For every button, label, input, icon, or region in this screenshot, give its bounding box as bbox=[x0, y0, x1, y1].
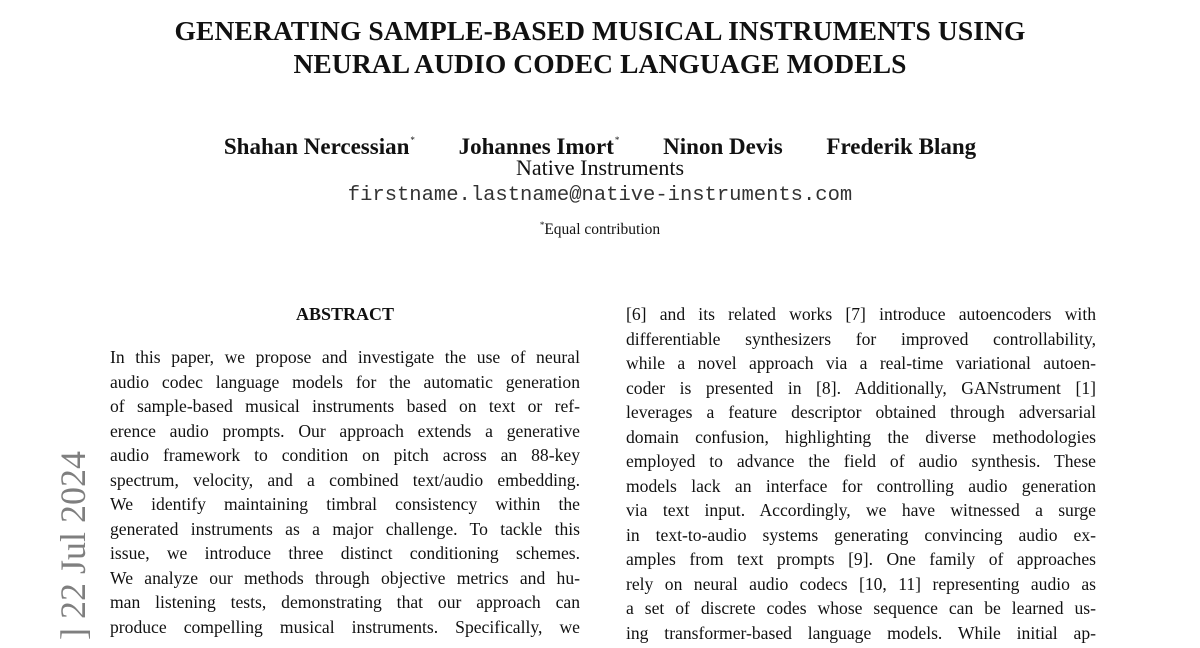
text-line: in text-to-audio systems generating convincing audio ex- bbox=[626, 524, 1096, 545]
abstract-body bbox=[110, 345, 580, 639]
text-line: audio codec language models for the automatic generation bbox=[110, 371, 580, 392]
text-line: of sample-based musical instruments based on text or ref- bbox=[110, 396, 580, 416]
text-line: a set of discrete codes whose sequence can be learned us- bbox=[626, 598, 1096, 618]
text-line: In this paper, we propose and investigate the use of neural bbox=[110, 347, 580, 367]
paper-title bbox=[0, 14, 1200, 80]
introduction-body bbox=[626, 302, 1096, 645]
author-name: Johannes Imort bbox=[458, 134, 614, 159]
text-line: erence audio prompts. Our approach extends a generative bbox=[110, 420, 580, 441]
affiliation: Native Instruments bbox=[515, 155, 685, 180]
arxiv-stamp: ] 22 Jul 2024 bbox=[53, 451, 93, 640]
text-line: We analyze our methods through objective metrics and hu- bbox=[110, 567, 580, 588]
title-line: NEURAL AUDIO CODEC LANGUAGE MODELS bbox=[293, 48, 907, 79]
text-line: [6] and its related works [7] introduce autoencoders with bbox=[626, 304, 1096, 324]
author-name: Frederik Blang bbox=[826, 134, 977, 159]
text-line: domain confusion, highlighting the diverse methodologies bbox=[626, 426, 1096, 447]
text-line: We identify maintaining timbral consistency within the bbox=[110, 494, 580, 514]
author-mark: * bbox=[410, 135, 415, 145]
text-line: generated instruments as a major challenge. To tackle this bbox=[110, 518, 580, 539]
text-line: leverages a feature descriptor obtained through adversarial bbox=[626, 402, 1096, 422]
text-line: while a novel approach via a real-time variational autoen- bbox=[626, 353, 1096, 373]
author-name: Ninon Devis bbox=[663, 134, 783, 159]
text-line: via text input. Accordingly, we have witnessed a surge bbox=[626, 500, 1096, 520]
equal-contribution-text: Equal contribution bbox=[544, 221, 661, 238]
author-name: Shahan Nercessian bbox=[223, 134, 410, 159]
title-line: GENERATING SAMPLE-BASED MUSICAL INSTRUMENTS USING bbox=[174, 15, 1026, 46]
equal-contribution-note bbox=[0, 215, 1200, 240]
text-line: spectrum, velocity, and a combined text/audio embedding. bbox=[110, 469, 580, 490]
text-line: differentiable synthesizers for improved controllability, bbox=[626, 328, 1096, 349]
text-line: amples from text prompts [9]. One family of approaches bbox=[626, 549, 1096, 569]
text-line: issue, we introduce three distinct conditioning schemes. bbox=[110, 543, 580, 563]
text-line: produce compelling musical instruments. Specifically, we bbox=[110, 616, 580, 637]
footnote-mark: * bbox=[539, 220, 545, 230]
text-line: models lack an interface for controlling audio generation bbox=[626, 475, 1096, 496]
text-line: coder is presented in [8]. Additionally, GANstrument [1] bbox=[626, 377, 1096, 398]
author-email: firstname.lastname@native-instruments.com bbox=[347, 184, 853, 207]
text-line: employed to advance the field of audio synthesis. These bbox=[626, 451, 1096, 471]
author-mark: * bbox=[614, 135, 620, 145]
text-line: audio framework to condition on pitch across an 88-key bbox=[110, 445, 580, 465]
text-line: rely on neural audio codecs [10, 11] representing audio as bbox=[626, 573, 1096, 594]
abstract-heading: ABSTRACT bbox=[295, 304, 395, 324]
text-line: man listening tests, demonstrating that our approach can bbox=[110, 592, 580, 612]
text-line: ing transformer-based language models. While initial ap- bbox=[626, 622, 1096, 643]
